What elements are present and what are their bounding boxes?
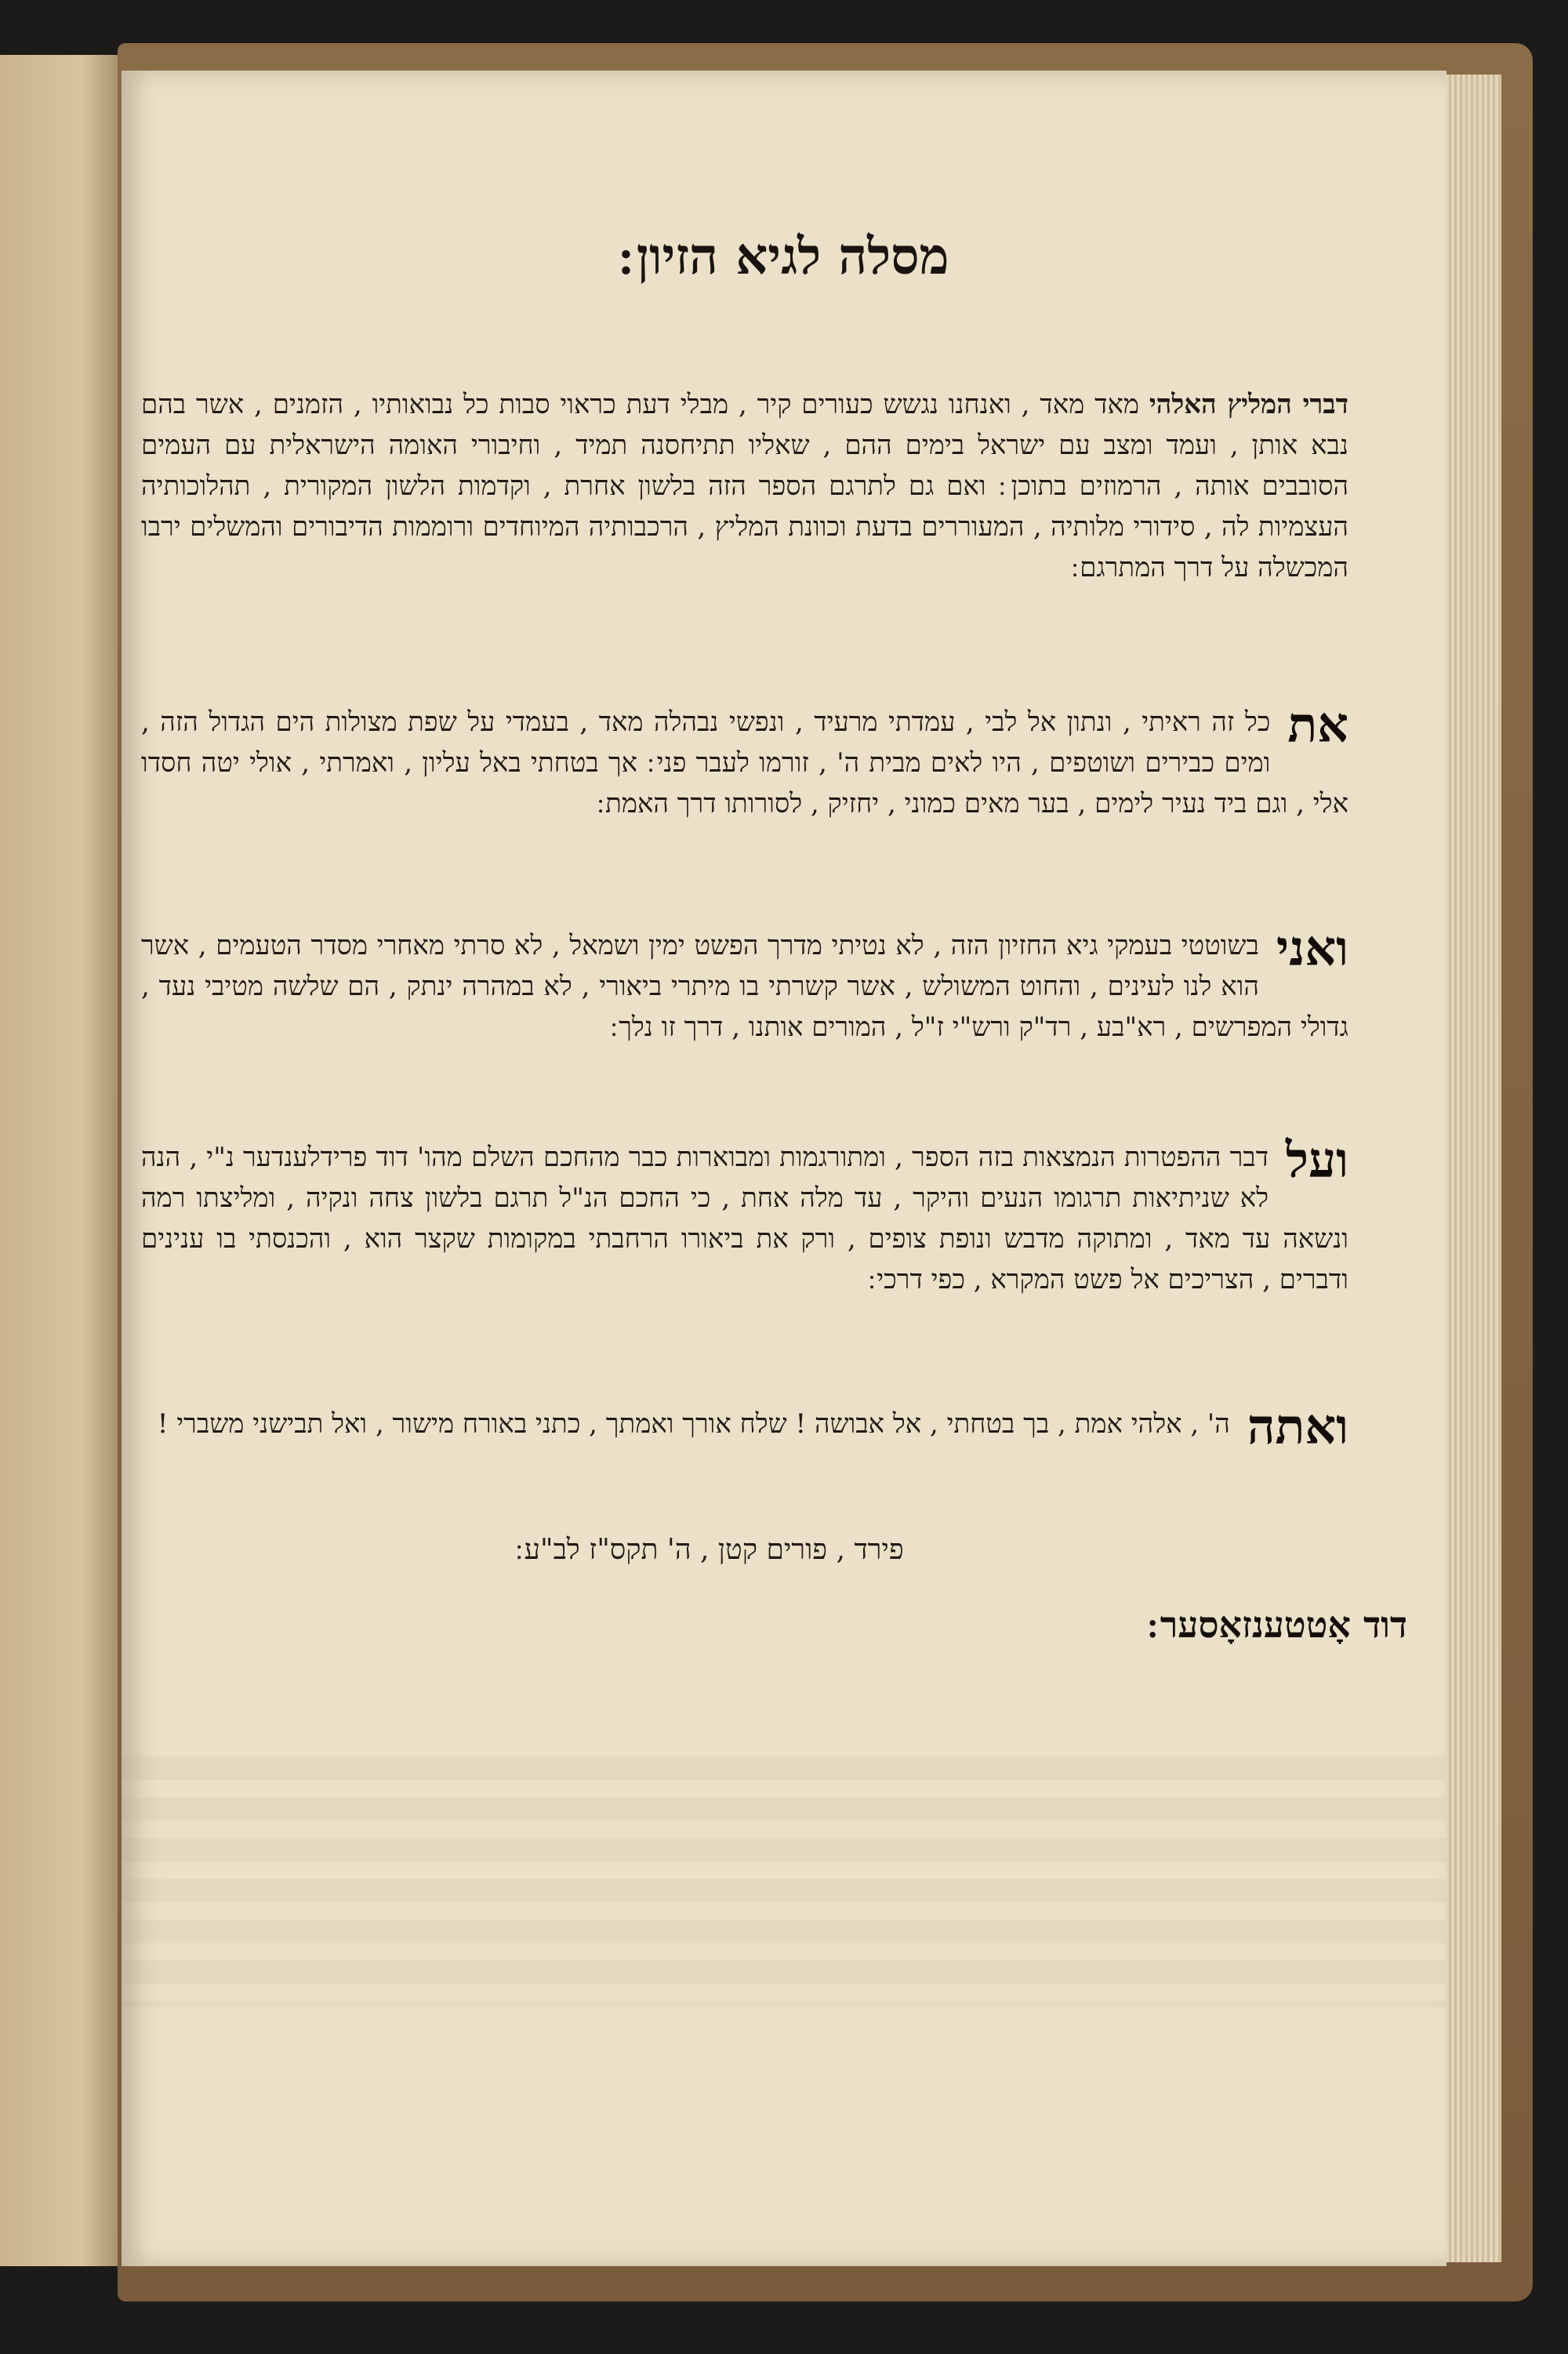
page-title: מסלה לגיא הזיון ׃	[619, 227, 949, 286]
paragraph-et	[141, 696, 1348, 824]
author-signature: דוד אָטטענזאָסער ׃	[1147, 1604, 1407, 1646]
opening-word: ואתה	[1247, 1398, 1348, 1455]
paragraph-text: כל זה ראיתי , ונתון אל לבי , עמדתי מרעיד , ונפשי נבהלה מאד , בעמדי על שפת מצולות הים הגדול הזה , ומים כבירים ושוטפים , היו לאים מבית ה' , זורמו לעבר פני ׃ אך בטחתי באל עליון , ואמרתי , אולי יטה חסדו אלי , וגם ביד נעיר לימים , בער מאים כמוני , יחזיק , לסורותו דרך האמת ׃	[141, 707, 1348, 819]
intro-text: מאד מאד , ואנחנו נגשש כעורים קיר , מבלי דעת כראוי סבות כל נבואותיו , הזמנים , אשר בהם נבא אותן , ועמד ומצב עם ישראל בימים ההם , שאליו תתיחסנה תמיד , וחיבורי האומה הישראלית עם העמים הסובבים אותה , הרמוזים בתוכן ׃ ואם גם לתרגם הספר הזה בלשון אחרת , וקדמות הלשון המקורית , תהלוכותיה העצמיות לה , סידורי מלותיה , המעוררים בדעת וכוונת המליץ , הרכבותיה המיוחדים ורוממות הדיבורים והמשלים ירבו המכשלה על דרך המתרגם ׃	[141, 389, 1348, 583]
opening-word: ועל	[1286, 1132, 1348, 1189]
show-through-text	[122, 1756, 1446, 2007]
paragraph-text: ה' , אלהי אמת , בך בטחתי , אל אבושה ! שלח אורך ואמתך , כתני באורח מישור , ואל תבישני משברי !	[157, 1408, 1230, 1440]
date-line: פירד , פורים קטן , ה' תקס"ז לב"ע ׃	[515, 1534, 904, 1566]
paragraph-vaani	[141, 920, 1348, 1048]
paragraph-veata	[141, 1398, 1348, 1455]
facing-page-edge	[0, 55, 120, 2266]
paragraph-text: בשוטטי בעמקי גיא החזיון הזה , לא נטיתי מדרך הפשט ימין ושמאל , לא סרתי מאחרי מסדר הטעמים , אשר הוא לנו לעינים , והחוט המשולש , אשר קשרתי בו מיתרי ביאורי , לא במהרה ינתק , הם שלשה מטיבי נעד , גדולי המפרשים , רא"בע , רד"ק ורש"י ז"ל , המורים אותנו , דרך זו נלך ׃	[141, 930, 1348, 1043]
paragraph-veal	[141, 1132, 1348, 1300]
paragraph-text: דבר ההפטרות הנמצאות בזה הספר , ומתורגמות ומבוארות כבר מהחכם השלם מהו' דוד פרידלענדער נ"י , הנה לא שניתיאות תרגומו הנעים והיקר , עד מלה אחת , כי החכם הנ"ל תרגם בלשון צחה ונקיה , ומליצתו רמה ונשאה עד מאד , ומתוקה מדבש ונופת צופים , ורק את ביאורו הרחבתי במקומות שקצר הוא , והכנסתי בו ענינים ודברים , הצריכים אל פשט המקרא , כפי דרכי ׃	[141, 1142, 1348, 1295]
book-page	[122, 71, 1446, 2266]
opening-word: ואני	[1276, 920, 1348, 977]
opening-word: את	[1287, 696, 1348, 754]
intro-paragraph	[141, 384, 1348, 588]
intro-first-words: דברי המליץ האלהי	[1149, 389, 1348, 420]
